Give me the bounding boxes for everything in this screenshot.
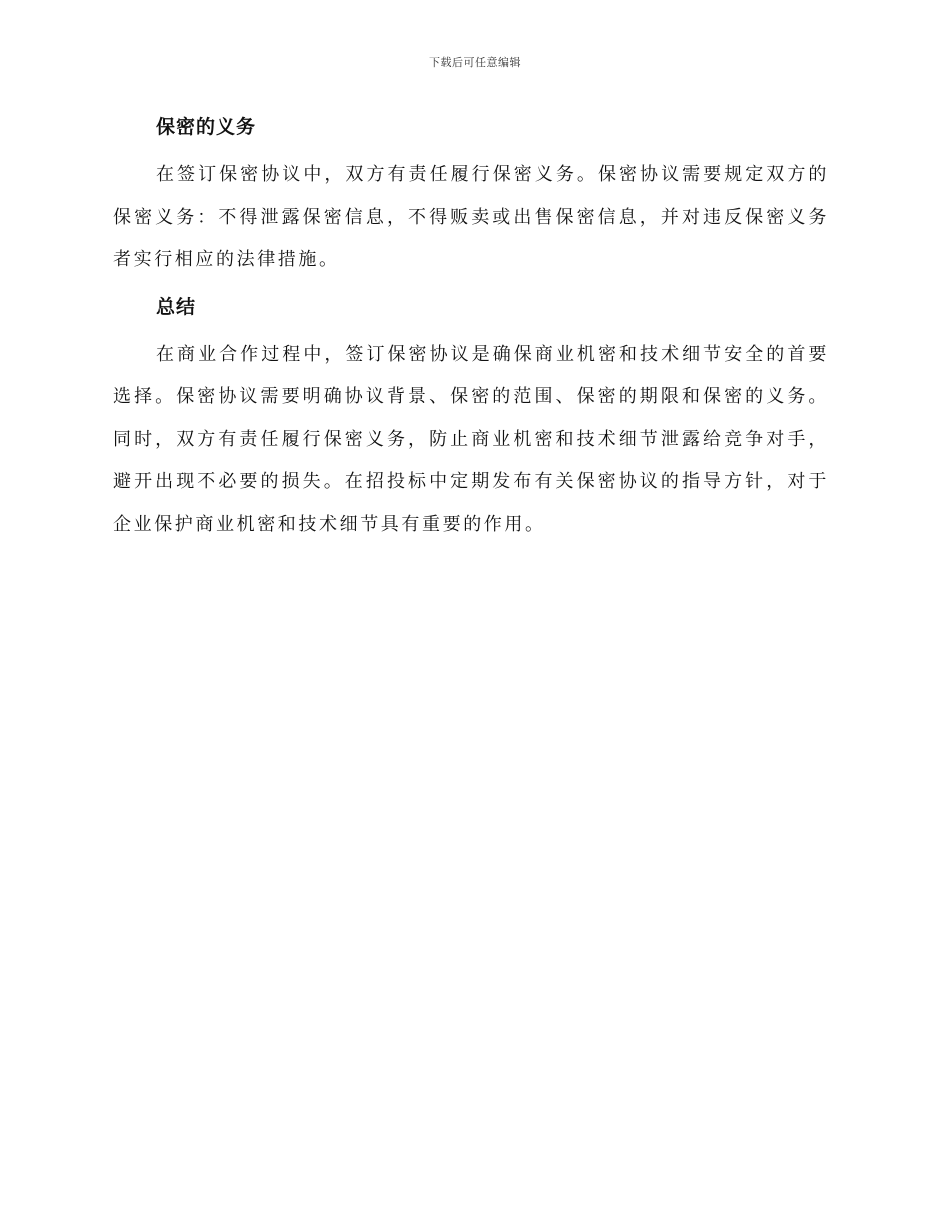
section-paragraph: 在商业合作过程中，签订保密协议是确保商业机密和技术细节安全的首要选择。保密协议需要明确协议背景、保密的范围、保密的期限和保密的义务。同时，双方有责任履行保密义务，防止商业机密和技术细节泄露给竞争对手，避开出现不必要的损失。在招投标中定期发布有关保密协议的指导方针，对于企业保护商业机密和技术细节具有重要的作用。 <box>113 343 829 535</box>
document-body <box>113 108 829 546</box>
section-paragraph: 在签订保密协议中，双方有责任履行保密义务。保密协议需要规定双方的保密义务：不得泄露保密信息，不得贩卖或出售保密信息，并对违反保密义务者实行相应的法律措施。 <box>113 164 829 270</box>
section-heading: 保密的义务 <box>156 116 257 138</box>
section-summary <box>113 288 829 547</box>
section-confidentiality-obligation <box>113 108 829 282</box>
section-heading: 总结 <box>156 295 197 318</box>
page-header: 下载后可任意编辑 <box>429 56 521 69</box>
